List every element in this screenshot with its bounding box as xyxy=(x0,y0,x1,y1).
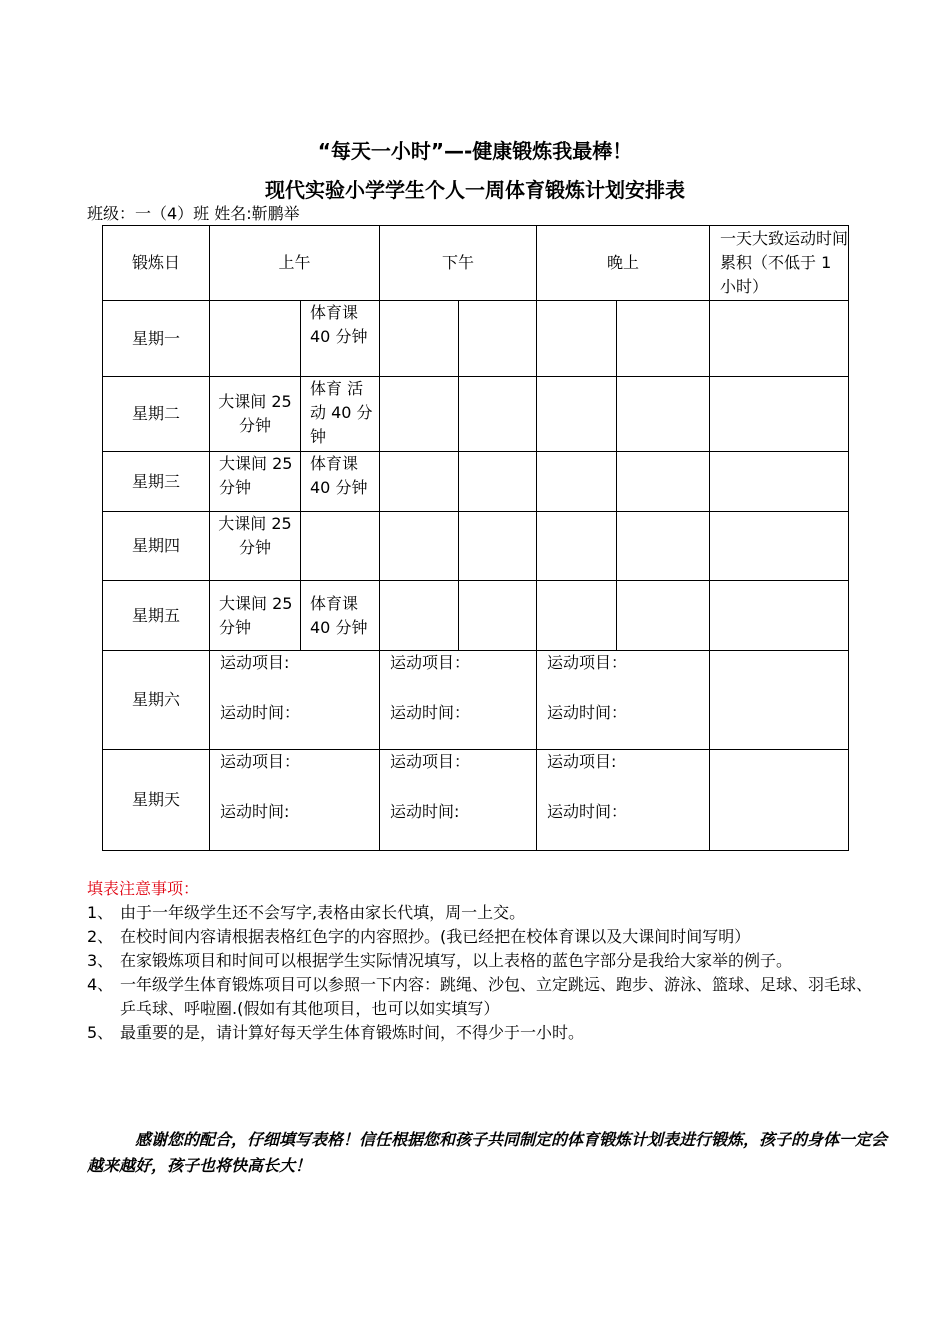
activity-time-label: 运动时间： xyxy=(547,802,628,821)
total-time-cell[interactable] xyxy=(710,750,849,851)
activity-item-label: 运动项目： xyxy=(390,653,471,672)
evening-activity-cell[interactable] xyxy=(537,750,710,851)
activity-time-label: 运动时间: xyxy=(390,802,460,821)
day-cell: 星期四 xyxy=(103,512,210,581)
evening-cell-1[interactable] xyxy=(537,581,617,651)
table-row-sunday xyxy=(103,750,849,851)
total-time-cell[interactable] xyxy=(710,512,849,581)
evening-activity-cell[interactable] xyxy=(537,651,710,750)
note-item xyxy=(87,901,877,925)
afternoon-cell-1[interactable] xyxy=(380,581,459,651)
afternoon-cell-1[interactable] xyxy=(380,452,459,512)
total-time-cell[interactable] xyxy=(710,651,849,750)
activity-item-label: 运动项目: xyxy=(547,752,617,771)
evening-cell-2[interactable] xyxy=(617,377,710,452)
day-cell: 星期三 xyxy=(103,452,210,512)
activity-time-label: 运动时间： xyxy=(220,703,301,722)
afternoon-cell-1[interactable] xyxy=(380,512,459,581)
table-row-saturday xyxy=(103,651,849,750)
table-row xyxy=(103,301,849,377)
activity-item-label: 运动项目： xyxy=(547,653,628,672)
note-number: 4、 xyxy=(87,975,114,994)
table-row xyxy=(103,581,849,651)
total-time-cell[interactable] xyxy=(710,377,849,452)
day-cell: 星期二 xyxy=(103,377,210,452)
table-row xyxy=(103,452,849,512)
note-number: 3、 xyxy=(87,951,114,970)
morning-cell-1[interactable] xyxy=(210,301,301,377)
table-row xyxy=(103,512,849,581)
afternoon-cell-2[interactable] xyxy=(459,452,537,512)
day-cell: 星期天 xyxy=(103,750,210,851)
activity-time-label: 运动时间： xyxy=(390,703,471,722)
morning-cell-2[interactable] xyxy=(301,512,380,581)
class-name-line: 班级：一（4）班 姓名:靳鹏举 xyxy=(87,204,300,223)
note-text: 由于一年级学生还不会写字,表格由家长代填，周一上交。 xyxy=(120,903,526,922)
afternoon-cell-2[interactable] xyxy=(459,512,537,581)
notes-title: 填表注意事项： xyxy=(87,879,200,898)
note-number: 1、 xyxy=(87,903,114,922)
table-row xyxy=(103,377,849,452)
activity-time-label: 运动时间： xyxy=(547,703,628,722)
note-item xyxy=(87,1021,877,1045)
afternoon-cell-2[interactable] xyxy=(459,377,537,452)
morning-cell-1[interactable]: 大课间 25 分钟 xyxy=(210,452,301,512)
note-text: 在家锻炼项目和时间可以根据学生实际情况填写，以上表格的蓝色字部分是我给大家举的例子。 xyxy=(120,951,793,970)
day-cell: 星期一 xyxy=(103,301,210,377)
note-number: 5、 xyxy=(87,1023,114,1042)
header-afternoon: 下午 xyxy=(380,226,537,301)
evening-cell-2[interactable] xyxy=(617,581,710,651)
activity-time-label: 运动时间: xyxy=(220,802,290,821)
morning-cell-1[interactable]: 大课间 25 分钟 xyxy=(210,377,301,452)
note-number: 2、 xyxy=(87,927,114,946)
morning-activity-cell[interactable] xyxy=(210,750,380,851)
morning-cell-1[interactable]: 大课间 25 分钟 xyxy=(210,581,301,651)
closing-message: 感谢您的配合，仔细填写表格！信任根据您和孩子共同制定的体育锻炼计划表进行锻炼，孩子的身体一定会越来越好，孩子也将快高长大！ xyxy=(87,1130,888,1175)
afternoon-cell-2[interactable] xyxy=(459,581,537,651)
note-item xyxy=(87,925,877,949)
exercise-plan-table xyxy=(102,225,849,851)
evening-cell-2[interactable] xyxy=(617,452,710,512)
note-text: 在校时间内容请根据表格红色字的内容照抄。(我已经把在校体育课以及大课间时间写明） xyxy=(120,927,751,946)
afternoon-cell-1[interactable] xyxy=(380,301,459,377)
header-day: 锻炼日 xyxy=(103,226,210,301)
morning-cell-2[interactable]: 体育 活动 40 分钟 xyxy=(301,377,380,452)
evening-cell-2[interactable] xyxy=(617,301,710,377)
note-item xyxy=(87,973,877,1021)
day-cell: 星期六 xyxy=(103,651,210,750)
evening-cell-2[interactable] xyxy=(617,512,710,581)
evening-cell-1[interactable] xyxy=(537,452,617,512)
evening-cell-1[interactable] xyxy=(537,512,617,581)
header-total-time: 一天大致运动时间累积（不低于 1 小时） xyxy=(710,226,849,301)
notes-section xyxy=(87,877,877,1045)
evening-cell-1[interactable] xyxy=(537,377,617,452)
afternoon-activity-cell[interactable] xyxy=(380,750,537,851)
morning-cell-2[interactable]: 体育课 40 分钟 xyxy=(301,581,380,651)
morning-cell-2[interactable]: 体育课 40 分钟 xyxy=(301,301,380,377)
evening-cell-1[interactable] xyxy=(537,301,617,377)
morning-cell-2[interactable]: 体育课 40 分钟 xyxy=(301,452,380,512)
day-cell: 星期五 xyxy=(103,581,210,651)
note-text: 一年级学生体育锻炼项目可以参照一下内容：跳绳、沙包、立定跳远、跑步、游泳、篮球、足球、羽毛球、乒乓球、呼啦圈.(假如有其他项目，也可以如实填写） xyxy=(120,975,873,1018)
header-evening: 晚上 xyxy=(537,226,710,301)
afternoon-activity-cell[interactable] xyxy=(380,651,537,750)
total-time-cell[interactable] xyxy=(710,301,849,377)
header-row xyxy=(103,226,849,301)
total-time-cell[interactable] xyxy=(710,581,849,651)
afternoon-cell-2[interactable] xyxy=(459,301,537,377)
total-time-cell[interactable] xyxy=(710,452,849,512)
activity-item-label: 运动项目： xyxy=(390,752,471,771)
title-line-2: 现代实验小学学生个人一周体育锻炼计划安排表 xyxy=(265,178,685,202)
morning-cell-1[interactable]: 大课间 25 分钟 xyxy=(210,512,301,581)
morning-activity-cell[interactable] xyxy=(210,651,380,750)
title-line-1: “每天一小时”—-健康锻炼我最棒！ xyxy=(317,139,633,163)
afternoon-cell-1[interactable] xyxy=(380,377,459,452)
note-item xyxy=(87,949,877,973)
activity-item-label: 运动项目: xyxy=(220,653,290,672)
activity-item-label: 运动项目： xyxy=(220,752,301,771)
note-text: 最重要的是，请计算好每天学生体育锻炼时间，不得少于一小时。 xyxy=(120,1023,585,1042)
header-morning: 上午 xyxy=(210,226,380,301)
